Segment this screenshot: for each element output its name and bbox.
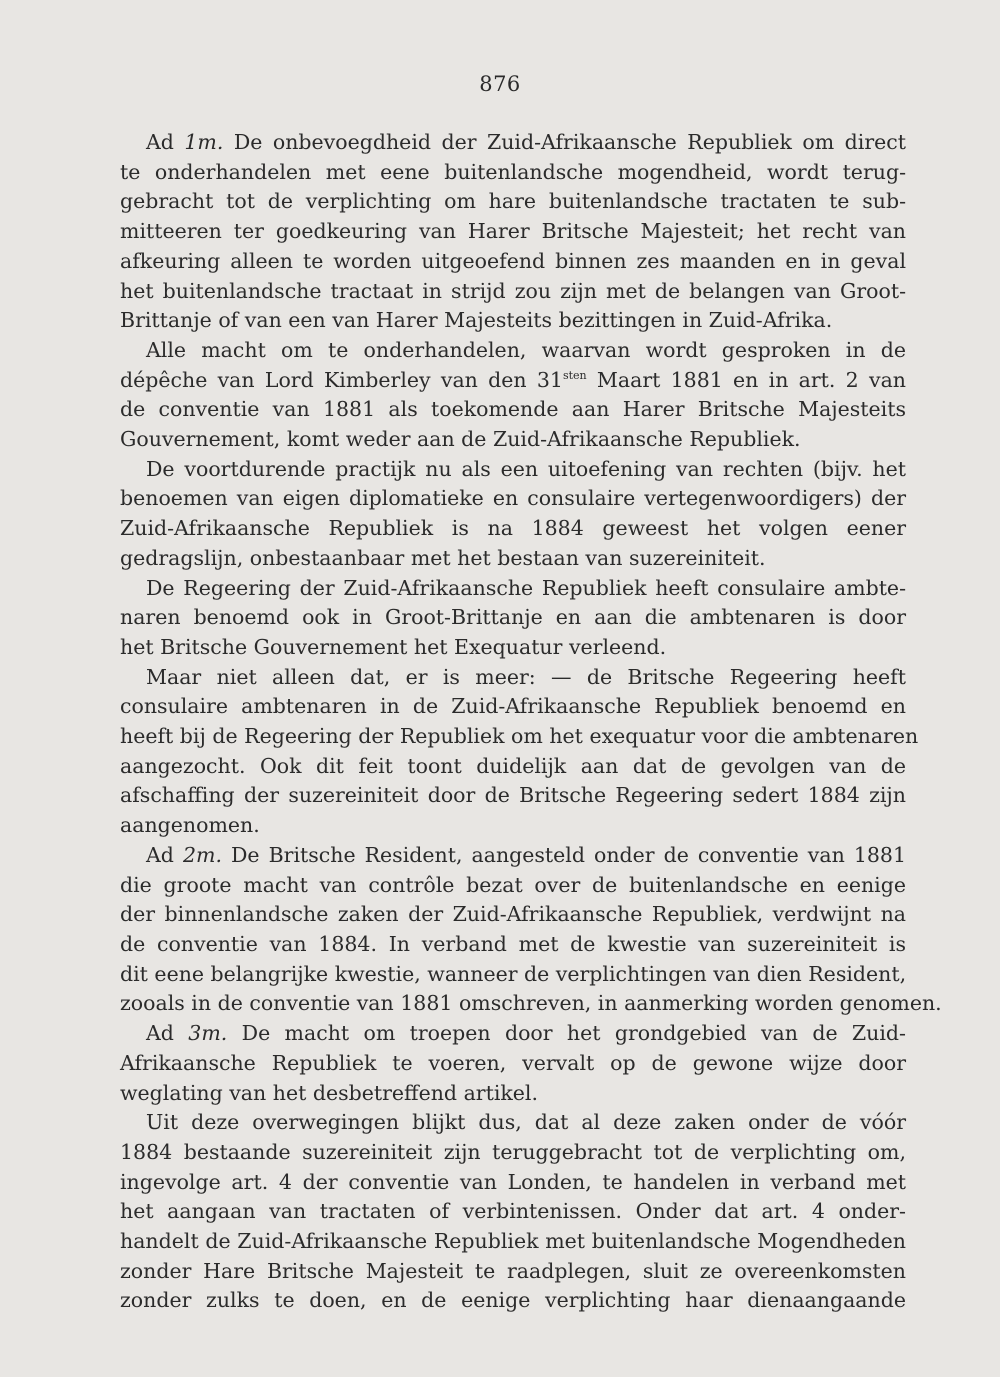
text-line (120, 455, 906, 485)
text-line (120, 187, 906, 217)
text-line (120, 663, 906, 693)
text-segment: der binnenlandsche zaken der Zuid-Afrikaansche Republiek, verdwijnt na (120, 902, 906, 927)
text-line (120, 544, 906, 574)
text-segment: te onderhandelen met eene buitenlandsche mogendheid, wordt terug- (120, 159, 906, 184)
text-line (120, 514, 906, 544)
text-segment: afschaffing der suzereiniteit door de Britsche Regeering sedert 1884 zijn (120, 783, 906, 808)
text-segment: Ad (146, 842, 183, 867)
text-segment: het aangaan van tractaten of verbintenissen. Onder dat art. 4 onder- (120, 1199, 906, 1224)
paragraph (120, 1108, 906, 1316)
text-line (120, 1108, 906, 1138)
text-segment: Alle macht om te onderhandelen, waarvan wordt gesproken in de (146, 337, 906, 362)
text-line (120, 603, 906, 633)
paragraph (120, 1019, 906, 1108)
text-segment: zonder Hare Britsche Majesteit te raadplegen, sluit ze overeenkomsten (120, 1258, 906, 1283)
text-segment: De voortdurende practijk nu als een uitoefening van rechten (bijv. het (146, 456, 906, 481)
text-segment: benoemen van eigen diplomatieke en consulaire vertegenwoordigers) der (120, 486, 906, 511)
paragraph (120, 336, 906, 455)
text-line (120, 425, 906, 455)
text-segment: dit eene belangrijke kwestie, wanneer de verplichtingen van dien Resident, (120, 961, 907, 986)
paragraph (120, 841, 942, 1019)
text-segment: Brittanje of van een van Harer Majesteits bezittingen in Zuid-Afrika. (120, 308, 833, 333)
text-line (120, 366, 906, 396)
text-line (120, 692, 906, 722)
text-segment: De Britsche Resident, aangesteld onder de conventie van 1881 (221, 842, 907, 867)
text-line (120, 811, 906, 841)
body-text (120, 128, 942, 1316)
paragraph (120, 574, 906, 663)
text-segment: heeft bij de Regeering der Republiek om het exequatur voor die ambtenaren (120, 724, 919, 749)
text-line (120, 633, 906, 663)
text-segment: aangenomen. (120, 813, 260, 838)
text-line (120, 1257, 906, 1287)
text-segment: zonder zulks te doen, en de eenige verplichting haar dienaangaande (120, 1288, 906, 1313)
text-segment: aangezocht. Ook dit feit toont duidelijk aan dat de gevolgen van de (120, 753, 906, 778)
text-segment: het buitenlandsche tractaat in strijd zou zijn met de belangen van Groot- (120, 278, 906, 303)
text-segment: mitteeren ter goedkeuring van Harer Britsche Majesteit; het recht van (120, 219, 906, 244)
text-line (120, 722, 919, 752)
text-segment: handelt de Zuid-Afrikaansche Republiek met buitenlandsche Mogendheden (120, 1229, 906, 1254)
text-segment: sten (562, 368, 587, 382)
text-segment: 2m. (182, 842, 222, 867)
text-line (120, 752, 906, 782)
text-line (120, 574, 906, 604)
text-line (120, 1049, 906, 1079)
text-line (120, 1197, 906, 1227)
text-segment: Zuid-Afrikaansche Republiek is na 1884 geweest het volgen eener (120, 516, 906, 541)
text-line (120, 1019, 906, 1049)
text-segment: die groote macht van contrôle bezat over de buitenlandsche en eenige (120, 872, 906, 897)
text-segment: de conventie van 1881 als toekomende aan Harer Britsche Majesteits (120, 397, 906, 422)
text-segment: 1884 bestaande suzereiniteit zijn teruggebracht tot de verplichting om, (120, 1139, 906, 1164)
text-segment: dépêche van Lord Kimberley van den 31 (120, 367, 563, 392)
text-line (120, 336, 906, 366)
text-segment: Afrikaansche Republiek te voeren, vervalt op de gewone wijze door (120, 1050, 906, 1075)
text-segment: Maart 1881 en in art. 2 van (586, 367, 906, 392)
text-line (120, 277, 906, 307)
text-segment: 3m. (188, 1021, 228, 1046)
text-line (120, 158, 906, 188)
text-line (120, 484, 906, 514)
text-line (120, 128, 906, 158)
text-segment: het Britsche Gouvernement het Exequatur verleend. (120, 634, 667, 659)
text-line (120, 247, 906, 277)
text-segment: gebracht tot de verplichting om hare buitenlandsche tractaten te sub- (120, 189, 906, 214)
text-line (120, 1286, 906, 1316)
text-line (120, 960, 906, 990)
text-line (120, 871, 906, 901)
text-segment: 1m. (184, 130, 224, 154)
text-segment: Gouvernement, komt weder aan de Zuid-Afrikaansche Republiek. (120, 427, 801, 452)
text-segment: consulaire ambtenaren in de Zuid-Afrikaansche Republiek benoemd en (120, 694, 906, 719)
text-segment: Maar niet alleen dat, er is meer: — de Britsche Regeering heeft (146, 664, 906, 689)
text-line (120, 395, 906, 425)
text-line (120, 1138, 906, 1168)
text-segment: gedragslijn, onbestaanbaar met het bestaan van suzereiniteit. (120, 545, 766, 570)
text-segment: Ad (146, 130, 185, 154)
text-line (120, 781, 906, 811)
text-line (120, 1079, 906, 1109)
text-segment: weglating van het desbetreffend artikel. (120, 1080, 539, 1105)
text-segment: de conventie van 1884. In verband met de kwestie van suzereiniteit is (120, 931, 906, 956)
paragraph (120, 663, 919, 841)
text-line (120, 1227, 906, 1257)
text-line (120, 306, 906, 336)
text-line (120, 1168, 906, 1198)
page-number: 876 (479, 72, 521, 96)
text-segment: zooals in de conventie van 1881 omschreven, in aanmerking worden genomen. (120, 991, 942, 1016)
text-segment: afkeuring alleen te worden uitgeoefend binnen zes maanden en in geval (120, 248, 906, 273)
text-segment: Ad (146, 1021, 189, 1046)
paragraph (120, 128, 906, 336)
text-segment: naren benoemd ook in Groot-Brittanje en aan die ambtenaren is door (120, 605, 906, 630)
text-segment: ingevolge art. 4 der conventie van Londen, te handelen in verband met (120, 1169, 906, 1194)
paragraph (120, 455, 906, 574)
text-line (120, 930, 906, 960)
text-segment: De macht om troepen door het grondgebied van de Zuid- (227, 1021, 906, 1046)
text-segment: Uit deze overwegingen blijkt dus, dat al deze zaken onder de vóór (146, 1110, 906, 1135)
text-segment: De Regeering der Zuid-Afrikaansche Republiek heeft consulaire ambte- (146, 575, 906, 600)
text-segment: De onbevoegdheid der Zuid-Afrikaansche Republiek om direct (223, 130, 906, 154)
text-line (120, 989, 942, 1019)
text-line (120, 841, 906, 871)
text-line (120, 217, 906, 247)
text-line (120, 900, 906, 930)
